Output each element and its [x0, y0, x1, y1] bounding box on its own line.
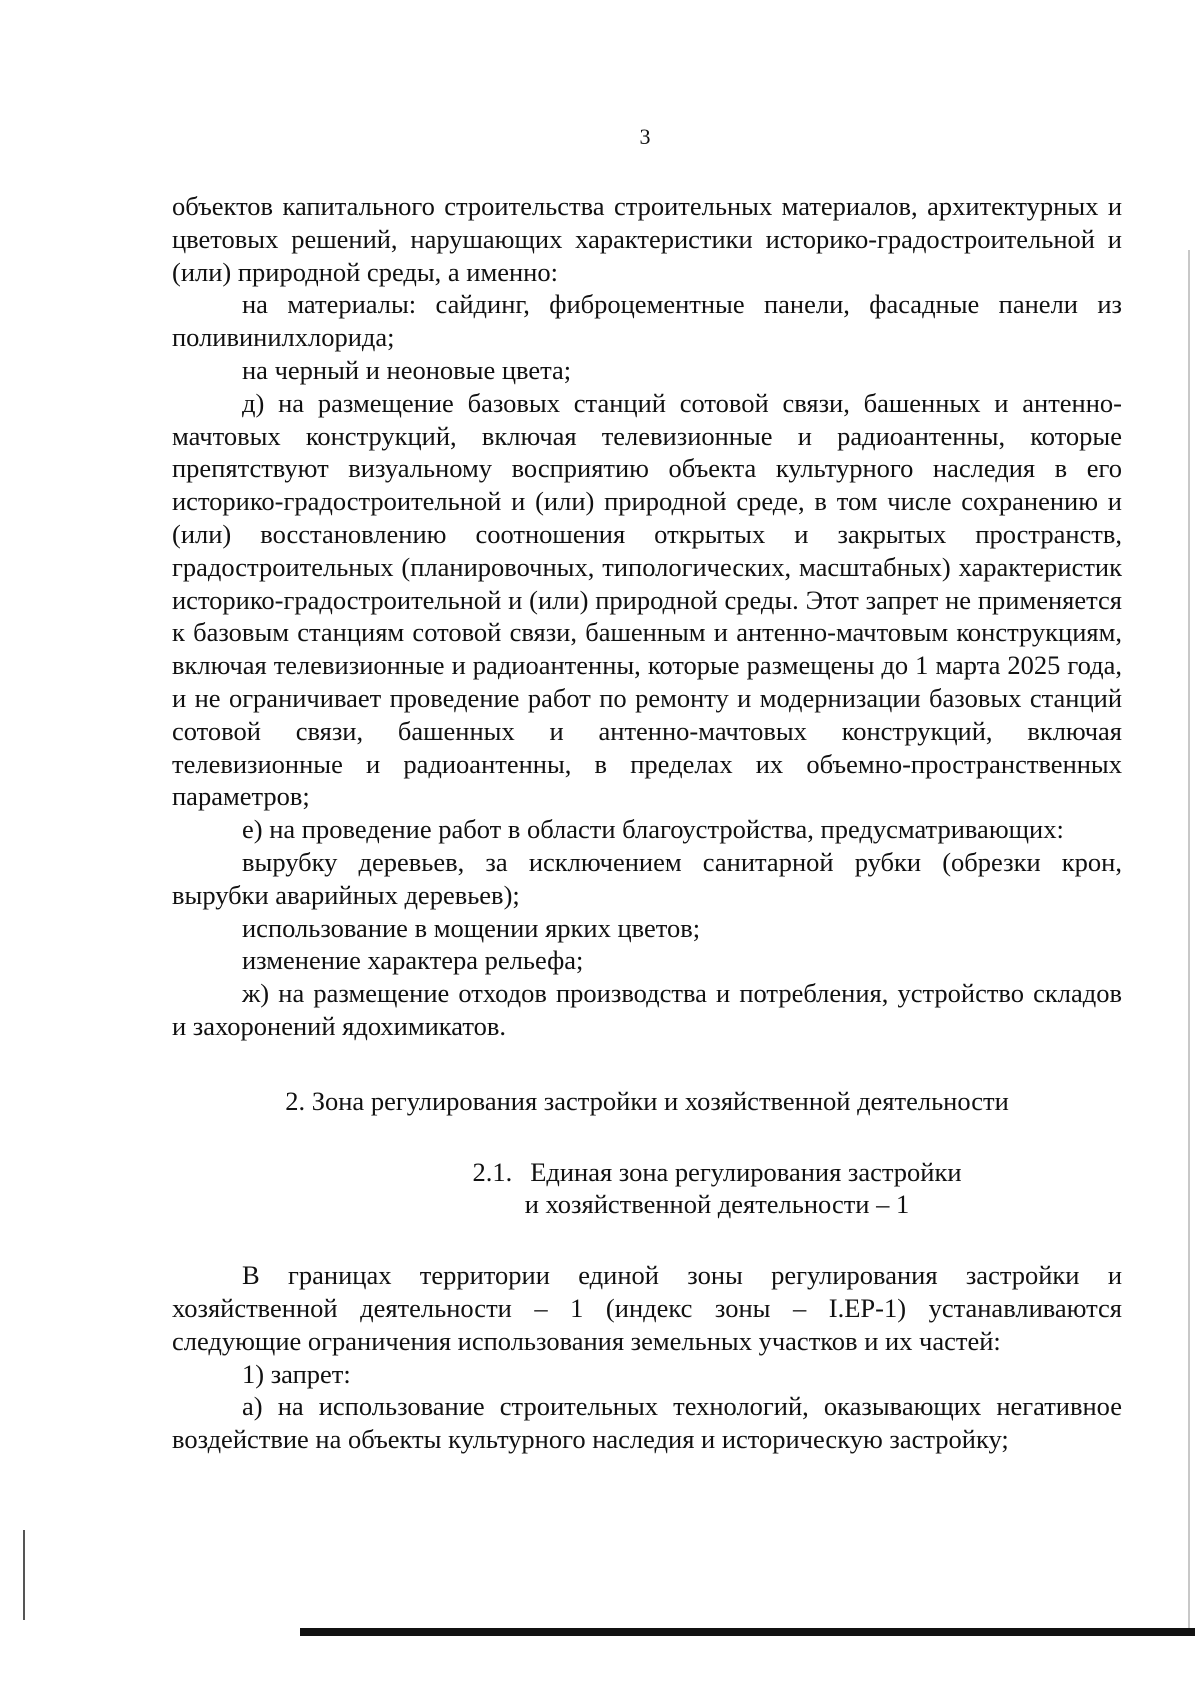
scan-edge-mark — [23, 1530, 25, 1620]
paragraph: 1) запрет: — [242, 1358, 351, 1389]
paragraph: на материалы: сайдинг, фиброцементные панели, фасадные панели из поливинилхлорида; — [172, 289, 1122, 353]
paragraph: изменение характера рельефа; — [242, 945, 584, 976]
paragraph: д) на размещение базовых станций сотовой связи, башенных и антенно-мачтовых конструкций, включая телевизионные и радиоантенны, которые препятствуют визуальному восприятию объекта культурного наследия в его историко-градостроительной и (или) природной среде, в том числе сохранению и (или) восстановлению соотношения открытых и закрытых пространств, градостроительных (планировочных, типологических, масштабных) характеристик историко-градостроительной и (или) природной среды. Этот запрет не применяется к базовым станциям сотовой связи, башенным и антенно-мачтовым конструкциям, включая телевизионные и радиоантенны, которые размещены до 1 марта 2025 года, и не ограничивает проведение работ по ремонту и модернизации базовых станций сотовой связи, башенных и антенно-мачтовых конструкций, включая телевизионные и радиоантенны, в пределах их объемно-пространственных параметров; — [172, 387, 1122, 812]
subsection-heading — [172, 1156, 1122, 1222]
paragraph: ж) на размещение отходов производства и потребления, устройство складов и захоронений ядохимикатов. — [172, 978, 1122, 1041]
paragraph: на черный и неоновые цвета; — [242, 354, 572, 385]
paragraph: В границах территории единой зоны регулирования застройки и хозяйственной деятельности – 1 (индекс зоны – I.ЕР-1) устанавливаются следующие ограничения использования земельных участков и их частей: — [172, 1260, 1122, 1356]
paragraph: а) на использование строительных технологий, оказывающих негативное воздействие на объекты культурного наследия и историческую застройку; — [172, 1391, 1122, 1455]
paragraph: использование в мощении ярких цветов; — [242, 912, 701, 943]
document-body — [172, 190, 1122, 1456]
scan-edge-shadow — [1188, 250, 1190, 1630]
subsection-title-line-1: Единая зона регулирования застройки — [530, 1156, 962, 1187]
bottom-rule — [300, 1628, 1195, 1636]
subsection-number: 2.1. — [472, 1156, 513, 1187]
subsection-title-line-2: и хозяйственной деятельности – 1 — [524, 1189, 910, 1220]
paragraph: вырубку деревьев, за исключением санитарной рубки (обрезки крон, вырубки аварийных деревьев); — [172, 846, 1122, 910]
page-number: 3 — [639, 124, 651, 149]
section-heading: 2. Зона регулирования застройки и хозяйственной деятельности — [285, 1085, 1009, 1116]
paragraph: объектов капитального строительства строительных материалов, архитектурных и цветовых решений, нарушающих характеристики историко-градостроительной и (или) природной среды, а именно: — [172, 191, 1122, 287]
paragraph: е) на проведение работ в области благоустройства, предусматривающих: — [242, 814, 1064, 845]
